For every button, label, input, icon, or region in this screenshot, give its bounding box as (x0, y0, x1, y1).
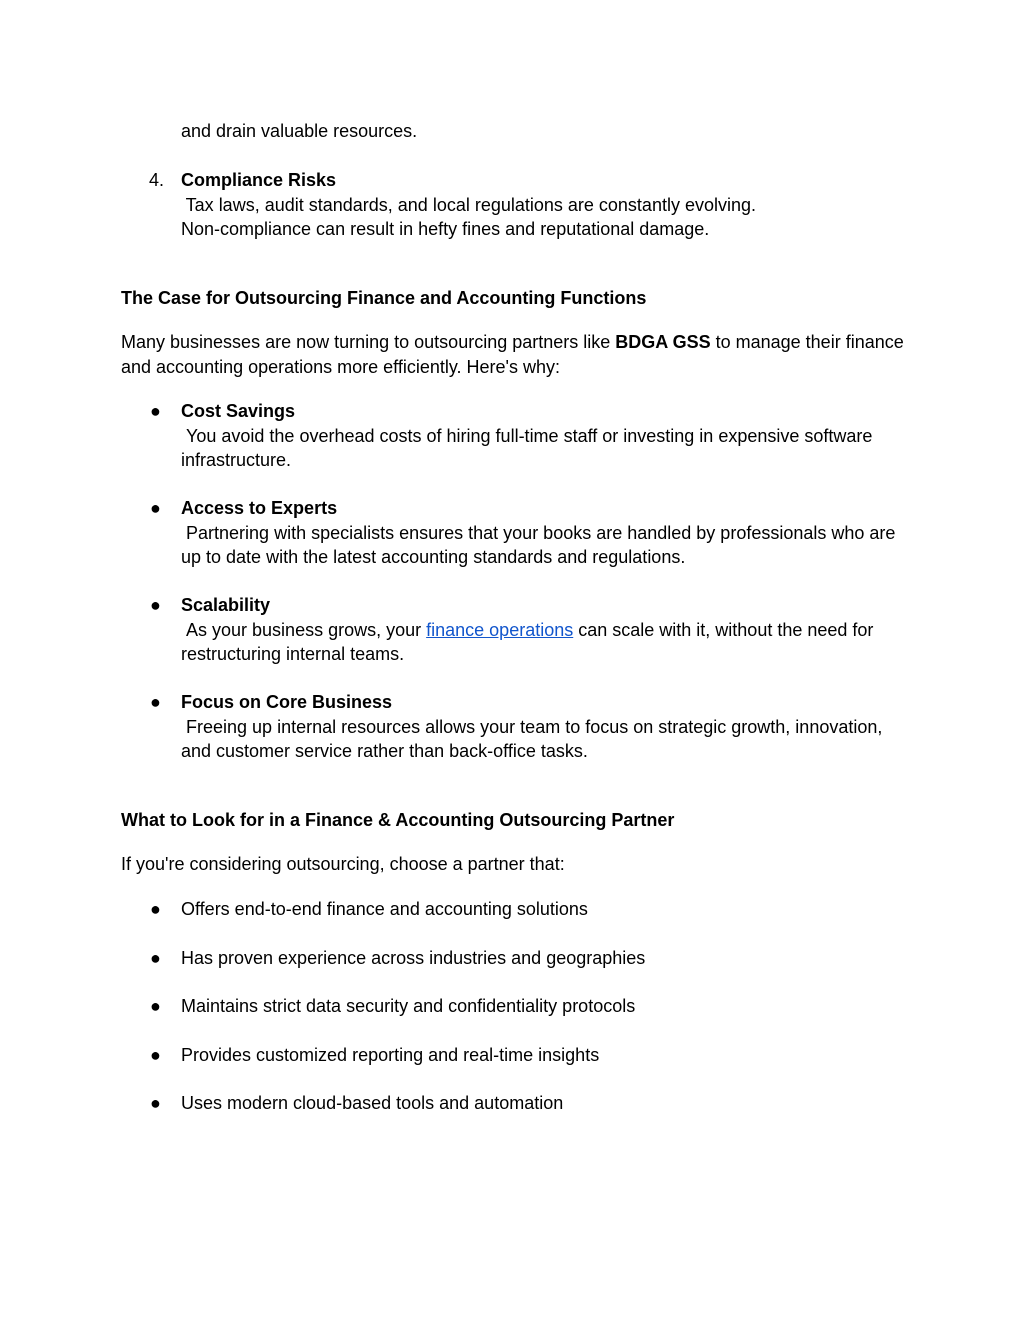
list-item: Maintains strict data security and confidentiality protocols (181, 996, 636, 1016)
intro-post: to manage their finance and accounting operations more efficiently. Here's why: (121, 332, 904, 377)
bullet-icon: ● (150, 498, 161, 518)
section-heading-partner: What to Look for in a Finance & Accounting Outsourcing Partner (121, 810, 675, 830)
section-intro-case (121, 330, 911, 379)
finance-operations-link[interactable]: finance operations (426, 619, 574, 640)
compliance-line2: Non-compliance can result in hefty fines and reputational damage. (181, 219, 710, 239)
intro-pre: Many businesses are now turning to outsourcing partners like (121, 332, 616, 352)
company-name: BDGA GSS (615, 332, 711, 352)
list-item: Provides customized reporting and real-time insights (181, 1045, 600, 1065)
bullet-icon: ● (150, 595, 161, 615)
fragment-text: and drain valuable resources. (181, 121, 418, 141)
list-item (181, 399, 911, 473)
section-intro-partner: If you're considering outsourcing, choose a partner that: (121, 854, 565, 874)
item-title: Scalability (181, 595, 271, 615)
item-body: You avoid the overhead costs of hiring full-time staff or investing in expensive software infrastructure. (181, 425, 878, 470)
item-body-pre: As your business grows, your (181, 619, 427, 640)
list-item: Uses modern cloud-based tools and automation (181, 1093, 564, 1113)
bullet-icon: ● (150, 692, 161, 712)
list-item: Offers end-to-end finance and accounting solutions (181, 899, 588, 919)
bullet-icon: ● (150, 899, 161, 919)
compliance-item (181, 168, 911, 242)
item-body (181, 618, 911, 667)
bullet-icon: ● (150, 1093, 161, 1113)
list-item (181, 593, 911, 667)
list-item (181, 690, 911, 764)
bullet-icon: ● (150, 1045, 161, 1065)
list-number: 4. (149, 170, 165, 190)
compliance-line1: Tax laws, audit standards, and local regulations are constantly evolving. (181, 194, 756, 215)
item-body: Freeing up internal resources allows your team to focus on strategic growth, innovation, and customer service rather than back-office tasks. (181, 716, 888, 761)
item-title: Access to Experts (181, 498, 338, 518)
compliance-title: Compliance Risks (181, 170, 337, 190)
bullet-icon: ● (150, 401, 161, 421)
list-item (181, 496, 911, 570)
bullet-icon: ● (150, 948, 161, 968)
list-item: Has proven experience across industries and geographies (181, 948, 646, 968)
section-heading-case: The Case for Outsourcing Finance and Accounting Functions (121, 288, 647, 308)
item-title: Cost Savings (181, 401, 296, 421)
item-body-post: can scale with it, without the need for restructuring internal teams. (181, 619, 879, 664)
bullet-icon: ● (150, 996, 161, 1016)
item-body: Partnering with specialists ensures that your books are handled by professionals who are up to date with the latest accounting standards and regulations. (181, 522, 901, 567)
item-title: Focus on Core Business (181, 692, 393, 712)
